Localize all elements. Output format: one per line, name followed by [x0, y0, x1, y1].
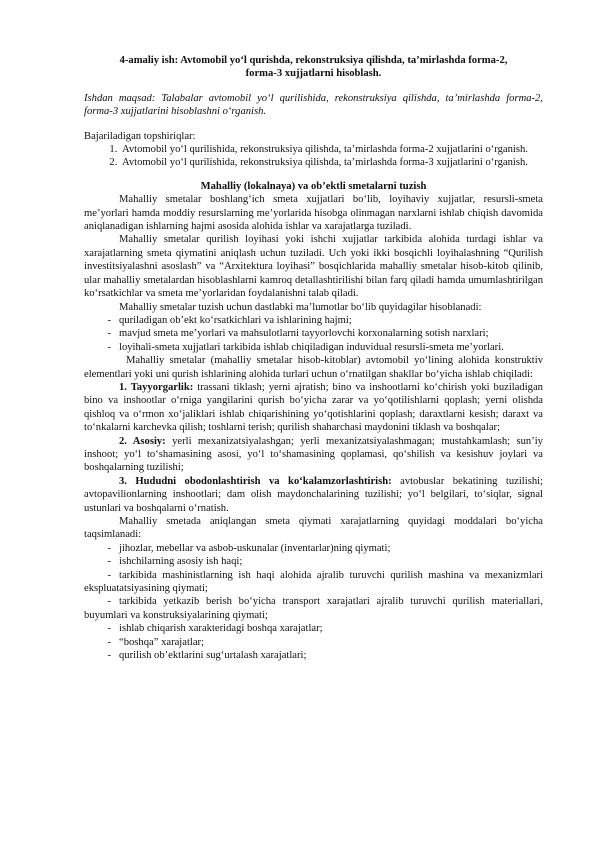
dash-marker: -	[107, 341, 111, 353]
list-item-text: ishlab chiqarish xarakteridagi boshqa xarajatlar;	[119, 623, 323, 635]
tasks-label: Bajariladigan topshiriqlar:	[84, 130, 196, 142]
task-item: 2. Avtomobil yo‘l qurilishida, rekonstruksiya qilishda, ta’mirlashda forma-3 xujjatlarini o‘rganish.	[120, 156, 543, 169]
item-text: avtobuslar bekatining tuzilishi; avtopavilionlarning inshootlari; dam olish maydonchalarining tuzilishi; yo‘l belgilari, to‘siqlar, signal ustunlari va boshqalarni o‘rnatish.	[84, 475, 544, 514]
paragraph-4: Mahalliy smetalar (mahalliy smetalar hisob-kitoblar) avtomobil yo‘lining alohida konstruktiv elementlari yoki uni qurish ishlarining alohida turlari uchun o‘rnatilgan shakllar bo‘yicha ishlab chiqiladi:	[84, 355, 543, 380]
list-item	[84, 649, 543, 662]
list-item	[84, 314, 543, 327]
dash-marker: -	[107, 650, 111, 662]
list-item	[84, 555, 543, 568]
list-item	[84, 341, 543, 354]
numbered-item-2	[84, 435, 543, 475]
section-title: Mahalliy (lokalnaya) va ob’ektli smetalarni tuzish	[200, 180, 427, 192]
item-label: 2. Asosiy:	[119, 435, 166, 447]
list-item-text: tarkibida yetkazib berish bo‘yicha transport xarajatlari ajralib turuvchi qurilish materiallari, buyumlari va konstruksiyalarining qiymati;	[84, 596, 543, 621]
item-text: yerli mexanizatsiyalashgan; yerli mexanizatsiyalashmagan; mustahkamlash; sun’iy inshoot; yo‘l to‘shamasining asosi, yo‘l to‘shamasining qoplamasi, qo‘shilish va kesishuv joylari va boshqalarning tuzilishi;	[84, 435, 543, 474]
dash-marker: -	[107, 314, 111, 326]
list-item	[84, 542, 543, 555]
title-line-2: forma-3 xujjatlarni hisoblash.	[245, 68, 382, 80]
dash-marker: -	[107, 569, 111, 581]
list-item-text: “boshqa” xarajatlar;	[119, 636, 204, 648]
list-item	[84, 595, 543, 622]
list-item	[84, 327, 543, 340]
title-line-1: 4-amaliy ish: Avtomobil yo‘l qurishda, rekonstruksiya qilishda, ta’mirlashda forma-2,	[119, 55, 508, 66]
dash-marker: -	[107, 623, 111, 635]
dash-marker: -	[107, 556, 111, 568]
page-title	[84, 54, 543, 81]
list-item-text: loyihali-smeta xujjatlari tarkibida ishlab chiqiladigan induvidual resursli-smeta me’yorlari.	[119, 341, 504, 353]
list-item	[84, 622, 543, 635]
paragraph-3: Mahalliy smetalar tuzish uchun dastlabki ma’lumotlar bo‘lib quyidagilar hisoblanadi:	[119, 301, 482, 313]
numbered-item-1	[84, 381, 543, 435]
list-item-text: quriladigan ob’ekt ko‘rsatkichlari va ishlarining hajmi;	[119, 314, 352, 326]
tasks-list	[84, 143, 543, 170]
item-label: 3. Hududni obodonlashtirish va ko‘kalamzorlashtirish:	[119, 475, 392, 487]
task-item: 1. Avtomobil yo‘l qurilishida, rekonstruksiya qilishda, ta’mirlashda forma-2 xujjatlarini o‘rganish.	[120, 143, 543, 156]
list-item	[84, 636, 543, 649]
numbered-item-3	[84, 475, 543, 515]
list-item-text: qurilish ob’ektlarini sug‘urtalash xarajatlari;	[119, 650, 307, 662]
list-item-text: mavjud smeta me’yorlari va mahsulotlarni tayyorlovchi korxonalarning sotish narxlari;	[119, 328, 489, 340]
purpose-paragraph: Ishdan maqsad: Talabalar avtomobil yo‘l qurilishida, rekonstruksiya qilishda, ta’mirlashda forma-2, forma-3 xujjatlarini hisoblashni o‘rganish.	[84, 92, 543, 118]
list-item	[84, 569, 543, 596]
paragraph-1: Mahalliy smetalar boshlang‘ich smeta xujjatlari bo‘lib, loyihaviy xujjatlar, resursli-smeta me’yorlari hamda moddiy resurslarning me’yorlarida hisobga olinmagan narxlarni ishlab chiqish davomida aniqlanadigan ishlarning hajmi asosida alohida ishlar va xarajatlarga tuziladi.	[84, 194, 543, 233]
dash-marker: -	[107, 542, 111, 554]
paragraph-5: Mahalliy smetada aniqlangan smeta qiymati xarajatlarning quyidagi moddalari bo‘yicha taqsimlanadi:	[84, 516, 543, 541]
list-item-text: tarkibida mashinistlarning ish haqi alohida ajralib turuvchi qurilish mashina va mexanizmlari ekspluatatsiyasining qiymati;	[84, 569, 543, 595]
dash-marker: -	[107, 596, 111, 608]
dash-marker: -	[107, 636, 111, 648]
item-label: 1. Tayyorgarlik:	[119, 381, 194, 393]
item-text: trassani tiklash; yerni ajratish; bino va inshootlarni ko‘chirish yoki buziladigan bino va inshootlar o‘rniga yangilarini qurish bo‘yicha zarar va yo‘qotilishlarni qoplash; yerni olishda qishloq va o‘rmon xo‘jaliklari ishlab chiqarishining yo‘qotishlarini qoplash; daraxtlarni kesish; daraxt va to‘nkalarni karchevka qilish; toshlarni terish; qurilish shaharchasi maydonini tiklash va boshqalar;	[84, 381, 543, 434]
dash-marker: -	[107, 328, 111, 340]
list-item-text: ishchilarning asosiy ish haqi;	[119, 556, 243, 568]
list-item-text: jihozlar, mebellar va asbob-uskunalar (inventarlar)ning qiymati;	[119, 542, 391, 554]
paragraph-2: Mahalliy smetalar qurilish loyihasi yoki ishchi xujjatlar tarkibida alohida turdagi ishlar va xarajatlarning smeta qiymatini aniqlash uchun tuziladi. Uch yoki ikki bosqichli loyihalashning “Qurilish investitsiyalashni asoslash” va “Arxitektura loyihasi” bosqichlarida mahalliy smetalar hisob-kitob qilinib, ular mahalliy smetalardan hisoblashlarni kamroq detallashtirilishi bilan farq qiladi hamda umumlashtirilgan ko‘rsatkichlar va smeta me’yorlaridan foydalanishni talab qiladi.	[84, 234, 543, 300]
